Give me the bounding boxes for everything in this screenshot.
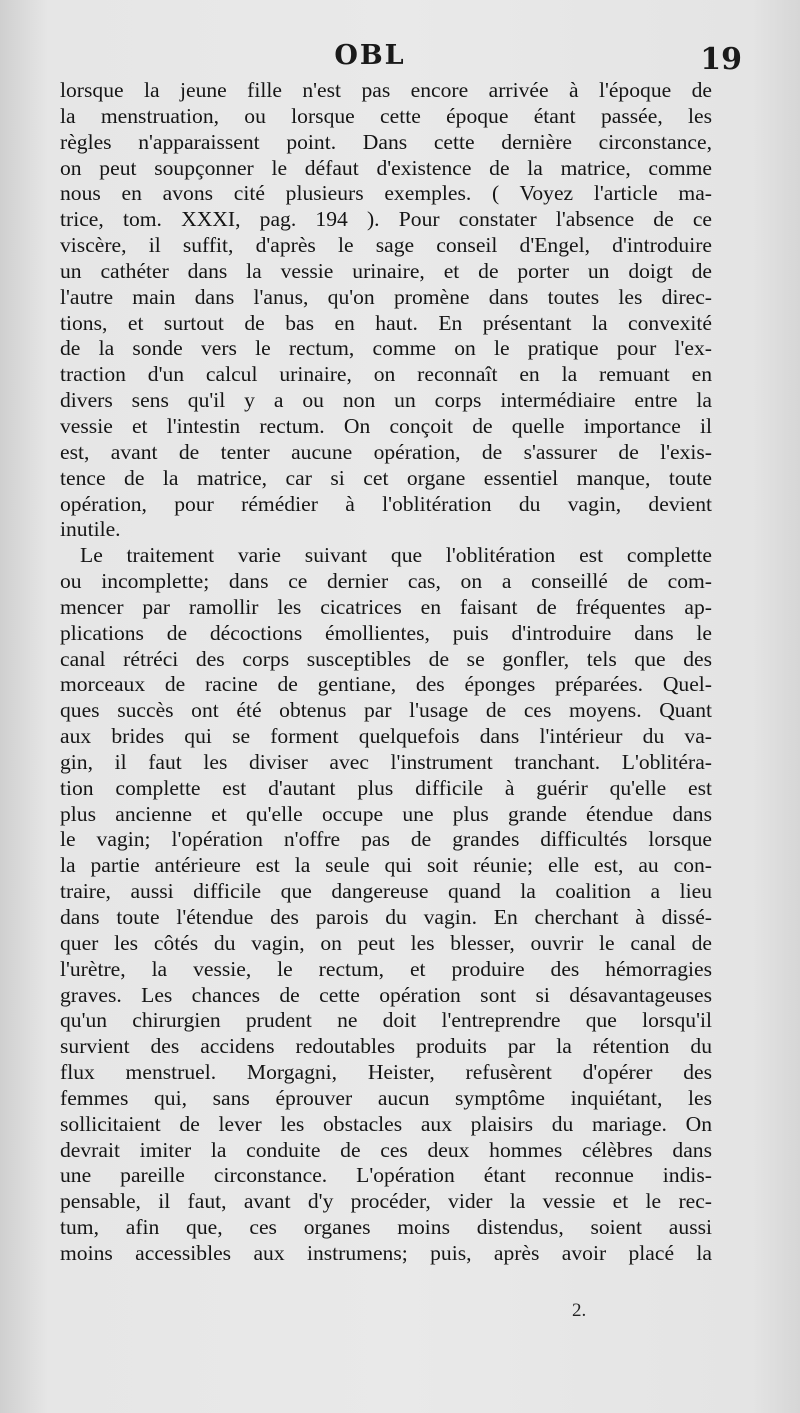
text-line: traire, aussi difficile que dangereuse quand la coalition a lieu <box>60 879 712 904</box>
text-line: aux brides qui se forment quelquefois dans l'intérieur du va- <box>60 724 712 749</box>
text-line: opération, pour rémédier à l'oblitération du vagin, devient <box>60 491 712 516</box>
text-line: trice, tom. XXXI, pag. 194 ). Pour constater l'absence de ce <box>60 207 712 232</box>
text-line: plications de décoctions émollientes, puis d'introduire dans le <box>60 620 712 645</box>
text-line: Le traitement varie suivant que l'oblitération est complette <box>80 543 712 568</box>
text-line: pensable, il faut, avant d'y procéder, vider la vessie et le rec- <box>60 1189 712 1214</box>
running-head: OBL <box>334 40 406 71</box>
text-line: mencer par ramollir les cicatrices en faisant de fréquentes ap- <box>60 594 712 619</box>
text-line: morceaux de racine de gentiane, des éponges préparées. Quel- <box>60 672 712 697</box>
text-line: une pareille circonstance. L'opération étant reconnue indis- <box>60 1163 712 1188</box>
text-line: flux menstruel. Morgagni, Heister, refusèrent d'opérer des <box>60 1060 712 1085</box>
text-line: divers sens qu'il y a ou non un corps intermédiaire entre la <box>60 388 712 413</box>
text-line: inutile. <box>60 517 121 542</box>
text-line: plus ancienne et qu'elle occupe une plus grande étendue dans <box>60 801 712 826</box>
text-line: de la sonde vers le rectum, comme on le pratique pour l'ex- <box>60 336 712 361</box>
text-line: viscère, il suffit, d'après le sage conseil d'Engel, d'introduire <box>60 233 712 258</box>
text-line: nous en avons cité plusieurs exemples. ( Voyez l'article ma- <box>60 181 712 206</box>
page-header <box>0 40 800 80</box>
signature-mark: 2. <box>572 1300 587 1321</box>
text-line: devrait imiter la conduite de ces deux hommes célèbres dans <box>60 1137 712 1162</box>
text-line: la menstruation, ou lorsque cette époque étant passée, les <box>60 103 712 128</box>
text-line: tence de la matrice, car si cet organe essentiel manque, toute <box>60 465 712 490</box>
text-line: ques succès ont été obtenus par l'usage de ces moyens. Quant <box>60 698 712 723</box>
text-line: un cathéter dans la vessie urinaire, et de porter un doigt de <box>60 258 712 283</box>
text-line: le vagin; l'opération n'offre pas de grandes difficultés lorsque <box>60 827 712 852</box>
text-line: sollicitaient de lever les obstacles aux plaisirs du mariage. On <box>60 1111 712 1136</box>
text-line: gin, il faut les diviser avec l'instrument tranchant. L'oblitéra- <box>60 749 712 774</box>
text-line: ou incomplette; dans ce dernier cas, on a conseillé de com- <box>60 569 712 594</box>
text-line: l'autre main dans l'anus, qu'on promène dans toutes les direc- <box>60 284 712 309</box>
text-line: graves. Les chances de cette opération sont si désavantageuses <box>60 982 712 1007</box>
text-line: femmes qui, sans éprouver aucun symptôme inquiétant, les <box>60 1085 712 1110</box>
text-line: lorsque la jeune fille n'est pas encore arrivée à l'époque de <box>60 78 712 102</box>
text-line: tion complette est d'autant plus difficile à guérir qu'elle est <box>60 775 712 800</box>
text-line: est, avant de tenter aucune opération, de s'assurer de l'exis- <box>60 439 712 464</box>
text-line: qu'un chirurgien prudent ne doit l'entreprendre que lorsqu'il <box>60 1008 712 1033</box>
paragraph-1 <box>60 78 712 543</box>
paragraph-2 <box>60 543 712 1267</box>
text-line: l'urètre, la vessie, le rectum, et produire des hémorragies <box>60 956 712 981</box>
text-line: dans toute l'étendue des parois du vagin. En cherchant à dissé- <box>60 905 712 929</box>
text-line: canal rétréci des corps susceptibles de se gonfler, tels que des <box>60 646 712 671</box>
text-line: on peut soupçonner le défaut d'existence de la matrice, comme <box>60 155 712 180</box>
text-line: la partie antérieure est la seule qui soit réunie; elle est, au con- <box>60 853 712 878</box>
text-line: survient des accidens redoutables produits par la rétention du <box>60 1034 712 1059</box>
text-line: tions, et surtout de bas en haut. En présentant la convexité <box>60 310 712 335</box>
text-line: quer les côtés du vagin, on peut les blesser, ouvrir le canal de <box>60 930 712 955</box>
page-number: 19 <box>700 42 742 77</box>
text-line: tum, afin que, ces organes moins distendus, soient aussi <box>60 1215 712 1240</box>
text-line: traction d'un calcul urinaire, on reconnaît en la remuant en <box>60 362 712 387</box>
body-text <box>60 78 712 1267</box>
text-line: vessie et l'intestin rectum. On conçoit de quelle importance il <box>60 413 712 438</box>
text-line: moins accessibles aux instrumens; puis, après avoir placé la <box>60 1240 712 1265</box>
text-line: règles n'apparaissent point. Dans cette dernière circonstance, <box>60 129 712 154</box>
